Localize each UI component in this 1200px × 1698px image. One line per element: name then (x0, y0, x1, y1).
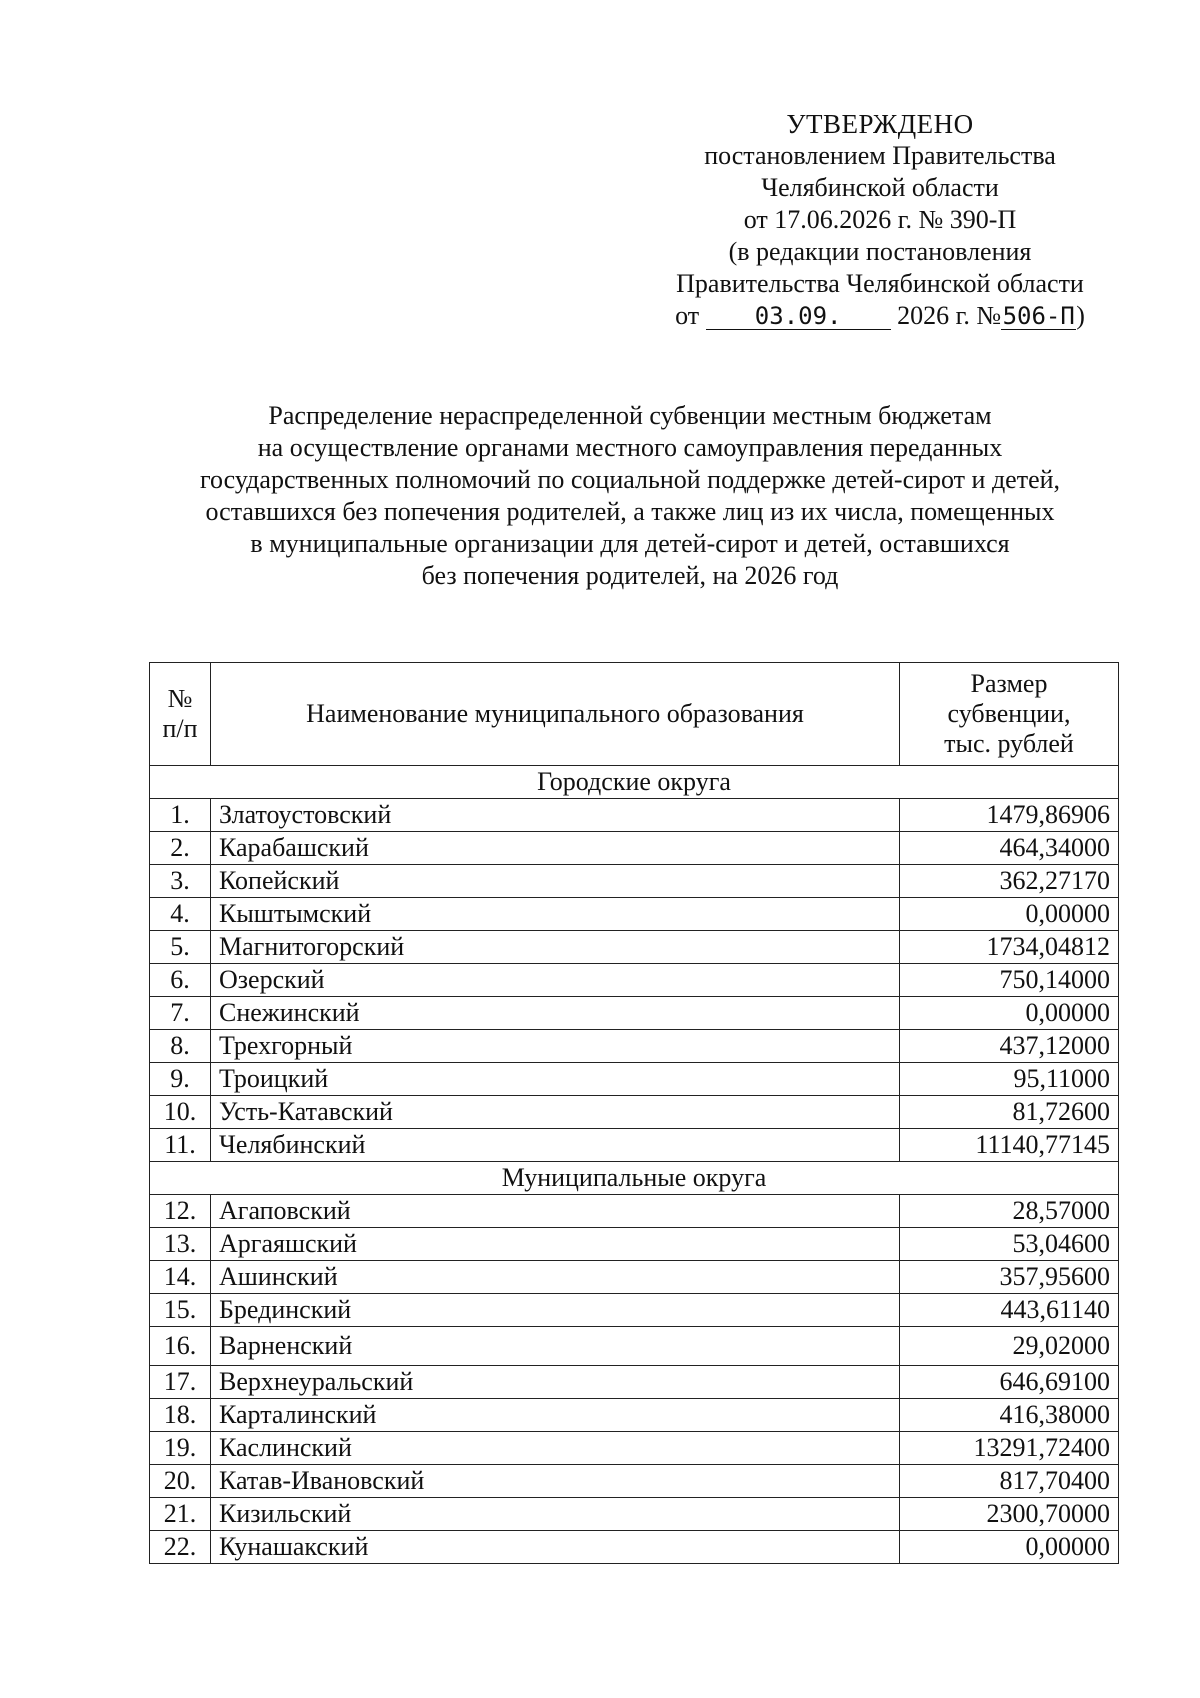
approval-line: постановлением Правительства (704, 141, 1056, 170)
municipality-name: Усть-Катавский (211, 1096, 900, 1129)
subvention-value: 464,34000 (900, 832, 1119, 865)
row-number: 10. (150, 1096, 211, 1129)
municipality-name: Карталинский (211, 1399, 900, 1432)
subvention-value: 443,61140 (900, 1294, 1119, 1327)
subvention-value: 0,00000 (900, 997, 1119, 1030)
document-title-line: Распределение нераспределенной субвенции местным бюджетам (268, 401, 992, 430)
header-value-line: Размер (970, 669, 1048, 698)
municipality-name: Брединский (211, 1294, 900, 1327)
row-number: 4. (150, 898, 211, 931)
table-row (150, 865, 1119, 898)
subvention-value: 0,00000 (900, 1531, 1119, 1564)
municipality-name: Златоустовский (211, 799, 900, 832)
group-header-row (150, 1162, 1119, 1195)
row-number: 21. (150, 1498, 211, 1531)
table-row (150, 931, 1119, 964)
table-row (150, 997, 1119, 1030)
subvention-value: 750,14000 (900, 964, 1119, 997)
municipality-name: Трехгорный (211, 1030, 900, 1063)
municipality-name: Верхнеуральский (211, 1366, 900, 1399)
document-title (100, 400, 1160, 592)
document-title-line: на осуществление органами местного самоуправления переданных (257, 433, 1003, 462)
group-title: Городские округа (150, 766, 1119, 799)
subvention-value: 29,02000 (900, 1327, 1119, 1366)
municipality-name: Копейский (211, 865, 900, 898)
table-row (150, 898, 1119, 931)
municipality-name: Катав-Ивановский (211, 1465, 900, 1498)
subvention-table (149, 662, 1119, 1564)
filled-number: 506-П (1002, 302, 1075, 330)
row-number: 12. (150, 1195, 211, 1228)
subvention-value: 53,04600 (900, 1228, 1119, 1261)
row-number: 22. (150, 1531, 211, 1564)
row-number: 2. (150, 832, 211, 865)
approval-year-text: 2026 г. № (897, 301, 1002, 330)
subvention-value: 11140,77145 (900, 1129, 1119, 1162)
municipality-name: Агаповский (211, 1195, 900, 1228)
municipality-name: Озерский (211, 964, 900, 997)
row-number: 14. (150, 1261, 211, 1294)
header-name: Наименование муниципального образования (211, 663, 900, 766)
subvention-value: 1479,86906 (900, 799, 1119, 832)
row-number: 20. (150, 1465, 211, 1498)
row-number: 16. (150, 1327, 211, 1366)
municipality-name: Кизильский (211, 1498, 900, 1531)
table-row (150, 1366, 1119, 1399)
approval-line: (в редакции постановления (728, 237, 1032, 266)
table-row (150, 1327, 1119, 1366)
row-number: 7. (150, 997, 211, 1030)
approval-line: от 17.06.2026 г. № 390-П (743, 205, 1017, 234)
row-number: 9. (150, 1063, 211, 1096)
subvention-value: 81,72600 (900, 1096, 1119, 1129)
row-number: 1. (150, 799, 211, 832)
subvention-value: 817,70400 (900, 1465, 1119, 1498)
header-number-symbol: № (167, 684, 193, 713)
subvention-value: 0,00000 (900, 898, 1119, 931)
row-number: 8. (150, 1030, 211, 1063)
approval-line: Правительства Челябинской области (676, 269, 1084, 298)
table-row (150, 1030, 1119, 1063)
document-title-line: государственных полномочий по социальной поддержке детей-сирот и детей, (199, 465, 1061, 494)
table-row (150, 1129, 1119, 1162)
municipality-name: Карабашский (211, 832, 900, 865)
header-value-line: субвенции, (947, 699, 1071, 728)
table-row (150, 1399, 1119, 1432)
municipality-name: Кунашакский (211, 1531, 900, 1564)
row-number: 18. (150, 1399, 211, 1432)
municipality-name: Снежинский (211, 997, 900, 1030)
filled-date: 03.09. (706, 303, 891, 330)
group-title: Муниципальные округа (150, 1162, 1119, 1195)
table-row (150, 1465, 1119, 1498)
approval-line: Челябинской области (761, 173, 999, 202)
subvention-value: 646,69100 (900, 1366, 1119, 1399)
municipality-name: Троицкий (211, 1063, 900, 1096)
subvention-value: 362,27170 (900, 865, 1119, 898)
row-number: 15. (150, 1294, 211, 1327)
table-row (150, 1531, 1119, 1564)
header-value (900, 663, 1119, 766)
document-title-line: без попечения родителей, на 2026 год (421, 561, 839, 590)
header-value-line: тыс. рублей (944, 729, 1074, 758)
row-number: 19. (150, 1432, 211, 1465)
row-number: 17. (150, 1366, 211, 1399)
approval-date-line (600, 300, 1160, 332)
table-row (150, 1063, 1119, 1096)
approval-closing: ) (1076, 301, 1085, 330)
table-row (150, 1228, 1119, 1261)
row-number: 11. (150, 1129, 211, 1162)
table-header-row (150, 663, 1119, 766)
subvention-value: 416,38000 (900, 1399, 1119, 1432)
municipality-name: Каслинский (211, 1432, 900, 1465)
approval-stamp (600, 108, 1160, 332)
table-row (150, 799, 1119, 832)
table-row (150, 832, 1119, 865)
municipality-name: Аргаяшский (211, 1228, 900, 1261)
municipality-name: Варненский (211, 1327, 900, 1366)
municipality-name: Челябинский (211, 1129, 900, 1162)
table-row (150, 1096, 1119, 1129)
subvention-value: 28,57000 (900, 1195, 1119, 1228)
subvention-value: 95,11000 (900, 1063, 1119, 1096)
table-row (150, 1195, 1119, 1228)
group-header-row (150, 766, 1119, 799)
table-row (150, 1498, 1119, 1531)
header-number-abbr: п/п (162, 714, 198, 743)
row-number: 3. (150, 865, 211, 898)
subvention-value: 437,12000 (900, 1030, 1119, 1063)
row-number: 5. (150, 931, 211, 964)
subvention-value: 357,95600 (900, 1261, 1119, 1294)
row-number: 6. (150, 964, 211, 997)
header-number (150, 663, 211, 766)
municipality-name: Магнитогорский (211, 931, 900, 964)
approval-from-label: от (675, 301, 700, 330)
municipality-name: Кыштымский (211, 898, 900, 931)
document-title-line: в муниципальные организации для детей-сирот и детей, оставшихся (250, 529, 1010, 558)
table-row (150, 1261, 1119, 1294)
document-title-line: оставшихся без попечения родителей, а также лиц из их числа, помещенных (205, 497, 1055, 526)
subvention-value: 2300,70000 (900, 1498, 1119, 1531)
municipality-name: Ашинский (211, 1261, 900, 1294)
subvention-value: 13291,72400 (900, 1432, 1119, 1465)
approval-title: УТВЕРЖДЕНО (786, 109, 974, 139)
subvention-value: 1734,04812 (900, 931, 1119, 964)
row-number: 13. (150, 1228, 211, 1261)
table-row (150, 1294, 1119, 1327)
table-row (150, 964, 1119, 997)
table-row (150, 1432, 1119, 1465)
